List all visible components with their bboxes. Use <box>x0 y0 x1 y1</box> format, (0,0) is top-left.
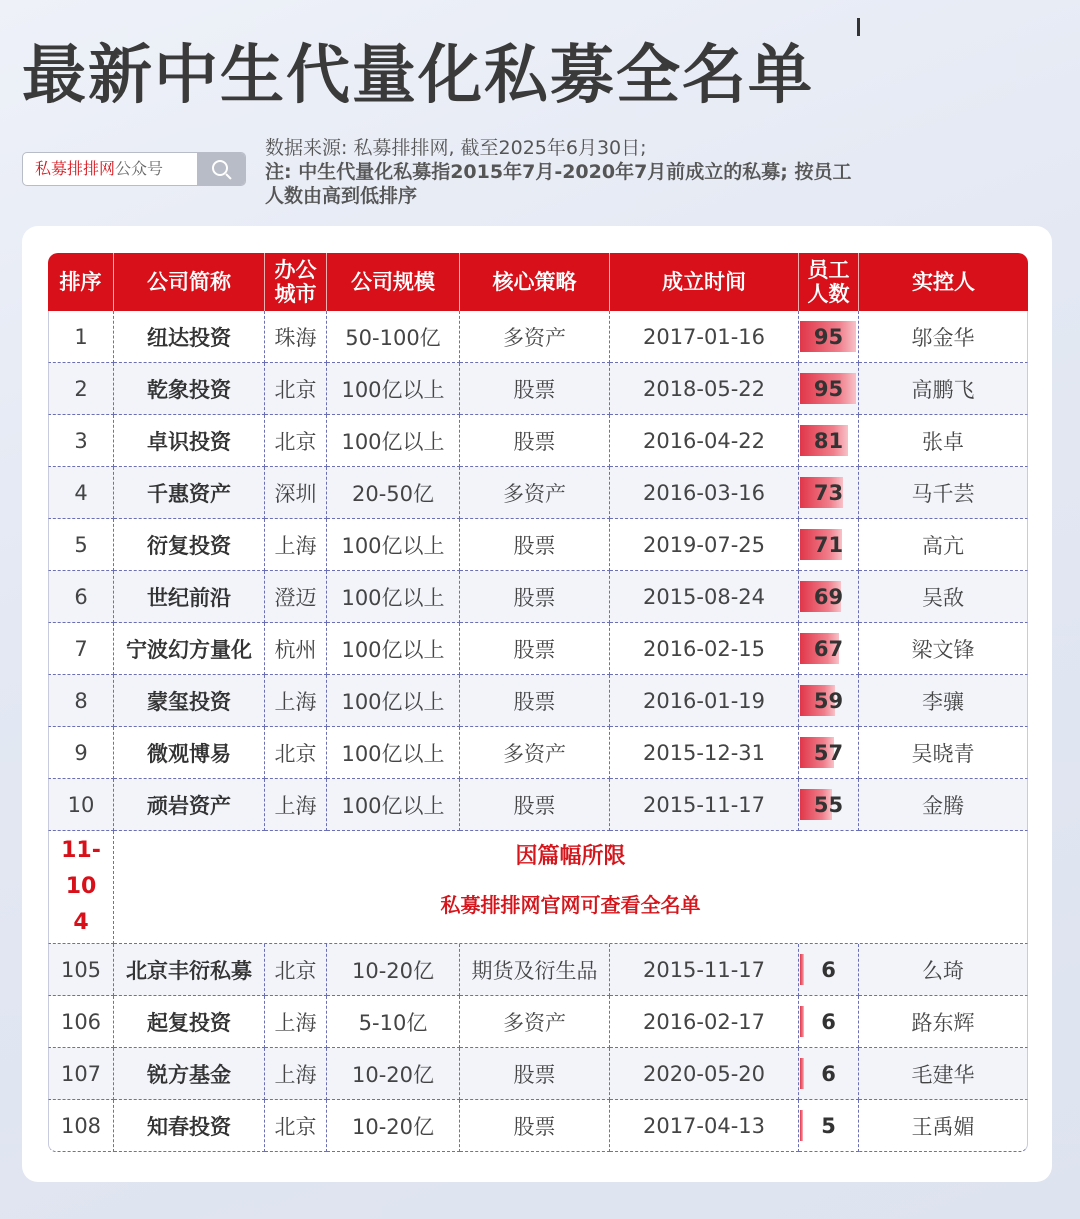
table-header <box>48 253 1028 311</box>
city-cell: 珠海 <box>265 311 327 363</box>
scale-cell: 10-20亿 <box>327 1100 460 1152</box>
strategy-cell: 多资产 <box>460 727 610 779</box>
founded-cell: 2016-03-16 <box>610 467 799 519</box>
company-name-cell: 起复投资 <box>114 996 265 1048</box>
controller-cell: 吴敌 <box>859 571 1028 623</box>
scale-cell: 100亿以上 <box>327 363 460 415</box>
data-source-note <box>265 136 865 208</box>
rank-cell: 10 <box>48 779 114 831</box>
staff-value: 6 <box>821 957 836 982</box>
table-row <box>48 1048 1028 1100</box>
table-row <box>48 363 1028 415</box>
company-name-cell: 纽达投资 <box>114 311 265 363</box>
founded-cell: 2015-11-17 <box>610 779 799 831</box>
staff-bar <box>800 954 804 985</box>
strategy-cell: 股票 <box>460 1048 610 1100</box>
table-row <box>48 571 1028 623</box>
scale-cell: 5-10亿 <box>327 996 460 1048</box>
column-header: 核心策略 <box>460 253 610 311</box>
founded-cell: 2015-11-17 <box>610 944 799 996</box>
controller-cell: 张卓 <box>859 415 1028 467</box>
controller-cell: 吴晓青 <box>859 727 1028 779</box>
controller-cell: 王禹媚 <box>859 1100 1028 1152</box>
staff-bar <box>800 1110 803 1141</box>
city-cell: 上海 <box>265 675 327 727</box>
controller-cell: 金腾 <box>859 779 1028 831</box>
company-name-cell: 知春投资 <box>114 1100 265 1152</box>
staff-value: 95 <box>813 324 844 349</box>
strategy-cell: 股票 <box>460 1100 610 1152</box>
rank-cell: 5 <box>48 519 114 571</box>
staff-cell <box>799 675 859 727</box>
scale-cell: 100亿以上 <box>327 779 460 831</box>
column-header: 成立时间 <box>610 253 799 311</box>
scale-cell: 100亿以上 <box>327 623 460 675</box>
table-row <box>48 996 1028 1048</box>
table-row <box>48 519 1028 571</box>
company-name-cell: 宁波幻方量化 <box>114 623 265 675</box>
column-header: 公司简称 <box>114 253 265 311</box>
staff-value: 59 <box>813 688 844 713</box>
omitted-rank-range: 11-104 <box>48 831 114 944</box>
search-button[interactable] <box>197 153 245 185</box>
scale-cell: 10-20亿 <box>327 1048 460 1100</box>
controller-cell: 李骧 <box>859 675 1028 727</box>
city-cell: 上海 <box>265 1048 327 1100</box>
company-name-cell: 北京丰衍私募 <box>114 944 265 996</box>
scale-cell: 100亿以上 <box>327 415 460 467</box>
staff-value: 55 <box>813 792 844 817</box>
staff-value: 69 <box>813 584 844 609</box>
staff-cell <box>799 779 859 831</box>
staff-cell <box>799 311 859 363</box>
company-name-cell: 乾象投资 <box>114 363 265 415</box>
column-header: 排序 <box>48 253 114 311</box>
table-row <box>48 415 1028 467</box>
rank-cell: 105 <box>48 944 114 996</box>
omitted-line-2[interactable]: 私募排排网官网可查看全名单 <box>440 893 701 917</box>
staff-value: 67 <box>813 636 844 661</box>
company-name-cell: 顽岩资产 <box>114 779 265 831</box>
column-header: 办公 城市 <box>265 253 327 311</box>
founded-cell: 2016-01-19 <box>610 675 799 727</box>
company-name-cell: 千惠资产 <box>114 467 265 519</box>
staff-value: 6 <box>821 1009 836 1034</box>
strategy-cell: 股票 <box>460 415 610 467</box>
column-header: 实控人 <box>859 253 1028 311</box>
founded-cell: 2019-07-25 <box>610 519 799 571</box>
controller-cell: 邬金华 <box>859 311 1028 363</box>
staff-value: 6 <box>821 1061 836 1086</box>
omitted-line-1: 因篇幅所限 <box>515 844 626 869</box>
rank-cell: 4 <box>48 467 114 519</box>
controller-cell: 路东辉 <box>859 996 1028 1048</box>
staff-cell <box>799 944 859 996</box>
city-cell: 北京 <box>265 944 327 996</box>
staff-cell <box>799 519 859 571</box>
scale-cell: 100亿以上 <box>327 727 460 779</box>
strategy-cell: 多资产 <box>460 467 610 519</box>
founded-cell: 2016-02-15 <box>610 623 799 675</box>
staff-value: 71 <box>813 532 844 557</box>
table-row <box>48 311 1028 363</box>
founded-cell: 2018-05-22 <box>610 363 799 415</box>
strategy-cell: 股票 <box>460 623 610 675</box>
strategy-cell: 股票 <box>460 675 610 727</box>
city-cell: 上海 <box>265 996 327 1048</box>
column-header: 公司规模 <box>327 253 460 311</box>
staff-cell <box>799 363 859 415</box>
page-title: 最新中生代量化私募全名单 <box>22 39 814 113</box>
table-row <box>48 623 1028 675</box>
note-line: 注: 中生代量化私募指2015年7月-2020年7月前成立的私募; 按员工人数由高到低排序 <box>265 161 852 207</box>
search-brand: 私募排排网 <box>35 159 116 178</box>
table-row <box>48 467 1028 519</box>
scale-cell: 100亿以上 <box>327 675 460 727</box>
staff-cell <box>799 467 859 519</box>
strategy-cell: 股票 <box>460 571 610 623</box>
controller-cell: 梁文锋 <box>859 623 1028 675</box>
scale-cell: 100亿以上 <box>327 519 460 571</box>
rank-cell: 9 <box>48 727 114 779</box>
controller-cell: 高亢 <box>859 519 1028 571</box>
staff-bar <box>800 1006 804 1037</box>
rank-cell: 107 <box>48 1048 114 1100</box>
company-name-cell: 卓识投资 <box>114 415 265 467</box>
controller-cell: 毛建华 <box>859 1048 1028 1100</box>
staff-cell <box>799 1100 859 1152</box>
ranking-table <box>48 253 1028 1152</box>
text-cursor <box>857 18 860 36</box>
column-header: 员工 人数 <box>799 253 859 311</box>
city-cell: 杭州 <box>265 623 327 675</box>
search-label <box>35 153 163 185</box>
scale-cell: 50-100亿 <box>327 311 460 363</box>
founded-cell: 2015-08-24 <box>610 571 799 623</box>
rank-cell: 108 <box>48 1100 114 1152</box>
city-cell: 深圳 <box>265 467 327 519</box>
staff-cell <box>799 571 859 623</box>
strategy-cell: 股票 <box>460 779 610 831</box>
staff-cell <box>799 727 859 779</box>
rank-cell: 1 <box>48 311 114 363</box>
search-suffix: 公众号 <box>115 159 164 178</box>
source-line: 数据来源: 私募排排网, 截至2025年6月30日; <box>265 137 647 159</box>
strategy-cell: 多资产 <box>460 996 610 1048</box>
staff-value: 81 <box>813 428 844 453</box>
rank-cell: 3 <box>48 415 114 467</box>
founded-cell: 2015-12-31 <box>610 727 799 779</box>
city-cell: 北京 <box>265 727 327 779</box>
founded-cell: 2016-02-17 <box>610 996 799 1048</box>
rank-cell: 6 <box>48 571 114 623</box>
city-cell: 澄迈 <box>265 571 327 623</box>
staff-value: 5 <box>821 1113 836 1138</box>
founded-cell: 2017-01-16 <box>610 311 799 363</box>
staff-cell <box>799 1048 859 1100</box>
table-row <box>48 675 1028 727</box>
city-cell: 北京 <box>265 363 327 415</box>
company-name-cell: 世纪前沿 <box>114 571 265 623</box>
strategy-cell: 期货及衍生品 <box>460 944 610 996</box>
city-cell: 上海 <box>265 519 327 571</box>
strategy-cell: 股票 <box>460 363 610 415</box>
founded-cell: 2016-04-22 <box>610 415 799 467</box>
table-row <box>48 1100 1028 1152</box>
rank-cell: 8 <box>48 675 114 727</box>
rank-cell: 106 <box>48 996 114 1048</box>
rank-cell: 7 <box>48 623 114 675</box>
founded-cell: 2020-05-20 <box>610 1048 799 1100</box>
staff-cell <box>799 415 859 467</box>
omitted-rows-notice <box>48 831 1028 944</box>
staff-bar <box>800 1058 804 1089</box>
staff-value: 73 <box>813 480 844 505</box>
rank-cell: 2 <box>48 363 114 415</box>
company-name-cell: 微观博易 <box>114 727 265 779</box>
controller-cell: 么琦 <box>859 944 1028 996</box>
staff-value: 95 <box>813 376 844 401</box>
founded-cell: 2017-04-13 <box>610 1100 799 1152</box>
table-row <box>48 779 1028 831</box>
strategy-cell: 多资产 <box>460 311 610 363</box>
city-cell: 北京 <box>265 1100 327 1152</box>
staff-cell <box>799 996 859 1048</box>
city-cell: 北京 <box>265 415 327 467</box>
omitted-message <box>114 831 1028 944</box>
strategy-cell: 股票 <box>460 519 610 571</box>
company-name-cell: 锐方基金 <box>114 1048 265 1100</box>
company-name-cell: 蒙玺投资 <box>114 675 265 727</box>
city-cell: 上海 <box>265 779 327 831</box>
scale-cell: 100亿以上 <box>327 571 460 623</box>
company-name-cell: 衍复投资 <box>114 519 265 571</box>
staff-value: 57 <box>813 740 844 765</box>
staff-cell <box>799 623 859 675</box>
table-row <box>48 944 1028 996</box>
controller-cell: 马千芸 <box>859 467 1028 519</box>
search-box[interactable] <box>22 152 246 186</box>
table-row <box>48 727 1028 779</box>
controller-cell: 高鹏飞 <box>859 363 1028 415</box>
scale-cell: 20-50亿 <box>327 467 460 519</box>
scale-cell: 10-20亿 <box>327 944 460 996</box>
